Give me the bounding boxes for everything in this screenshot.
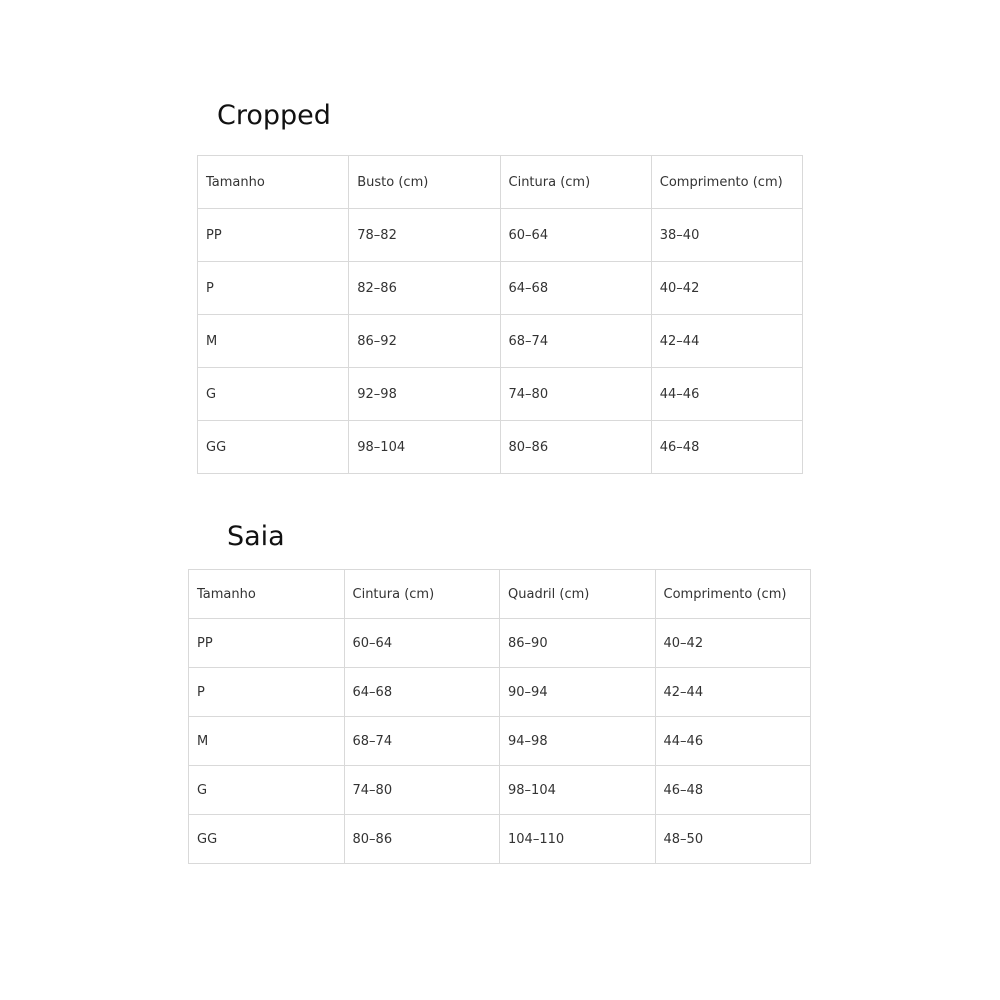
table-header-row xyxy=(198,156,803,209)
table-row xyxy=(198,262,803,315)
header-cell: Comprimento (cm) xyxy=(651,156,802,209)
table-cell: 40–42 xyxy=(655,619,811,668)
header-cell: Comprimento (cm) xyxy=(655,570,811,619)
header-cell: Quadril (cm) xyxy=(500,570,656,619)
table-cell: 74–80 xyxy=(344,766,500,815)
table-cell: 98–104 xyxy=(349,421,500,474)
table-cell: GG xyxy=(189,815,345,864)
table-cell: P xyxy=(198,262,349,315)
table-cell: 40–42 xyxy=(651,262,802,315)
cropped-title: Cropped xyxy=(217,100,331,131)
table-cell: 64–68 xyxy=(500,262,651,315)
table-cell: 64–68 xyxy=(344,668,500,717)
table-row xyxy=(198,368,803,421)
header-cell: Cintura (cm) xyxy=(344,570,500,619)
header-cell: Busto (cm) xyxy=(349,156,500,209)
table-cell: 44–46 xyxy=(651,368,802,421)
table-cell: 74–80 xyxy=(500,368,651,421)
table-row xyxy=(189,815,811,864)
table-cell: PP xyxy=(189,619,345,668)
table-cell: P xyxy=(189,668,345,717)
table-cell: 46–48 xyxy=(651,421,802,474)
table-cell: M xyxy=(198,315,349,368)
table-cell: G xyxy=(198,368,349,421)
table-row xyxy=(198,315,803,368)
table-cell: 104–110 xyxy=(500,815,656,864)
table-cell: PP xyxy=(198,209,349,262)
cropped-size-table xyxy=(197,155,803,474)
table-cell: 60–64 xyxy=(344,619,500,668)
table-cell: 46–48 xyxy=(655,766,811,815)
table-cell: 94–98 xyxy=(500,717,656,766)
table-cell: 90–94 xyxy=(500,668,656,717)
table-row xyxy=(198,421,803,474)
table-cell: M xyxy=(189,717,345,766)
table-header-row xyxy=(189,570,811,619)
table-row xyxy=(189,668,811,717)
table-cell: 80–86 xyxy=(344,815,500,864)
table-cell: 38–40 xyxy=(651,209,802,262)
table-row xyxy=(189,766,811,815)
table-cell: 60–64 xyxy=(500,209,651,262)
table-cell: 44–46 xyxy=(655,717,811,766)
table-cell: 86–90 xyxy=(500,619,656,668)
saia-title: Saia xyxy=(227,521,285,552)
table-cell: 80–86 xyxy=(500,421,651,474)
table-cell: 78–82 xyxy=(349,209,500,262)
table-cell: 48–50 xyxy=(655,815,811,864)
table-cell: 42–44 xyxy=(651,315,802,368)
table-cell: 82–86 xyxy=(349,262,500,315)
table-row xyxy=(189,619,811,668)
header-cell: Tamanho xyxy=(189,570,345,619)
table-cell: 92–98 xyxy=(349,368,500,421)
table-cell: 86–92 xyxy=(349,315,500,368)
saia-size-table xyxy=(188,569,811,864)
table-row xyxy=(198,209,803,262)
table-cell: 98–104 xyxy=(500,766,656,815)
table-cell: G xyxy=(189,766,345,815)
header-cell: Tamanho xyxy=(198,156,349,209)
table-cell: 68–74 xyxy=(344,717,500,766)
table-row xyxy=(189,717,811,766)
header-cell: Cintura (cm) xyxy=(500,156,651,209)
table-cell: GG xyxy=(198,421,349,474)
table-cell: 68–74 xyxy=(500,315,651,368)
table-cell: 42–44 xyxy=(655,668,811,717)
